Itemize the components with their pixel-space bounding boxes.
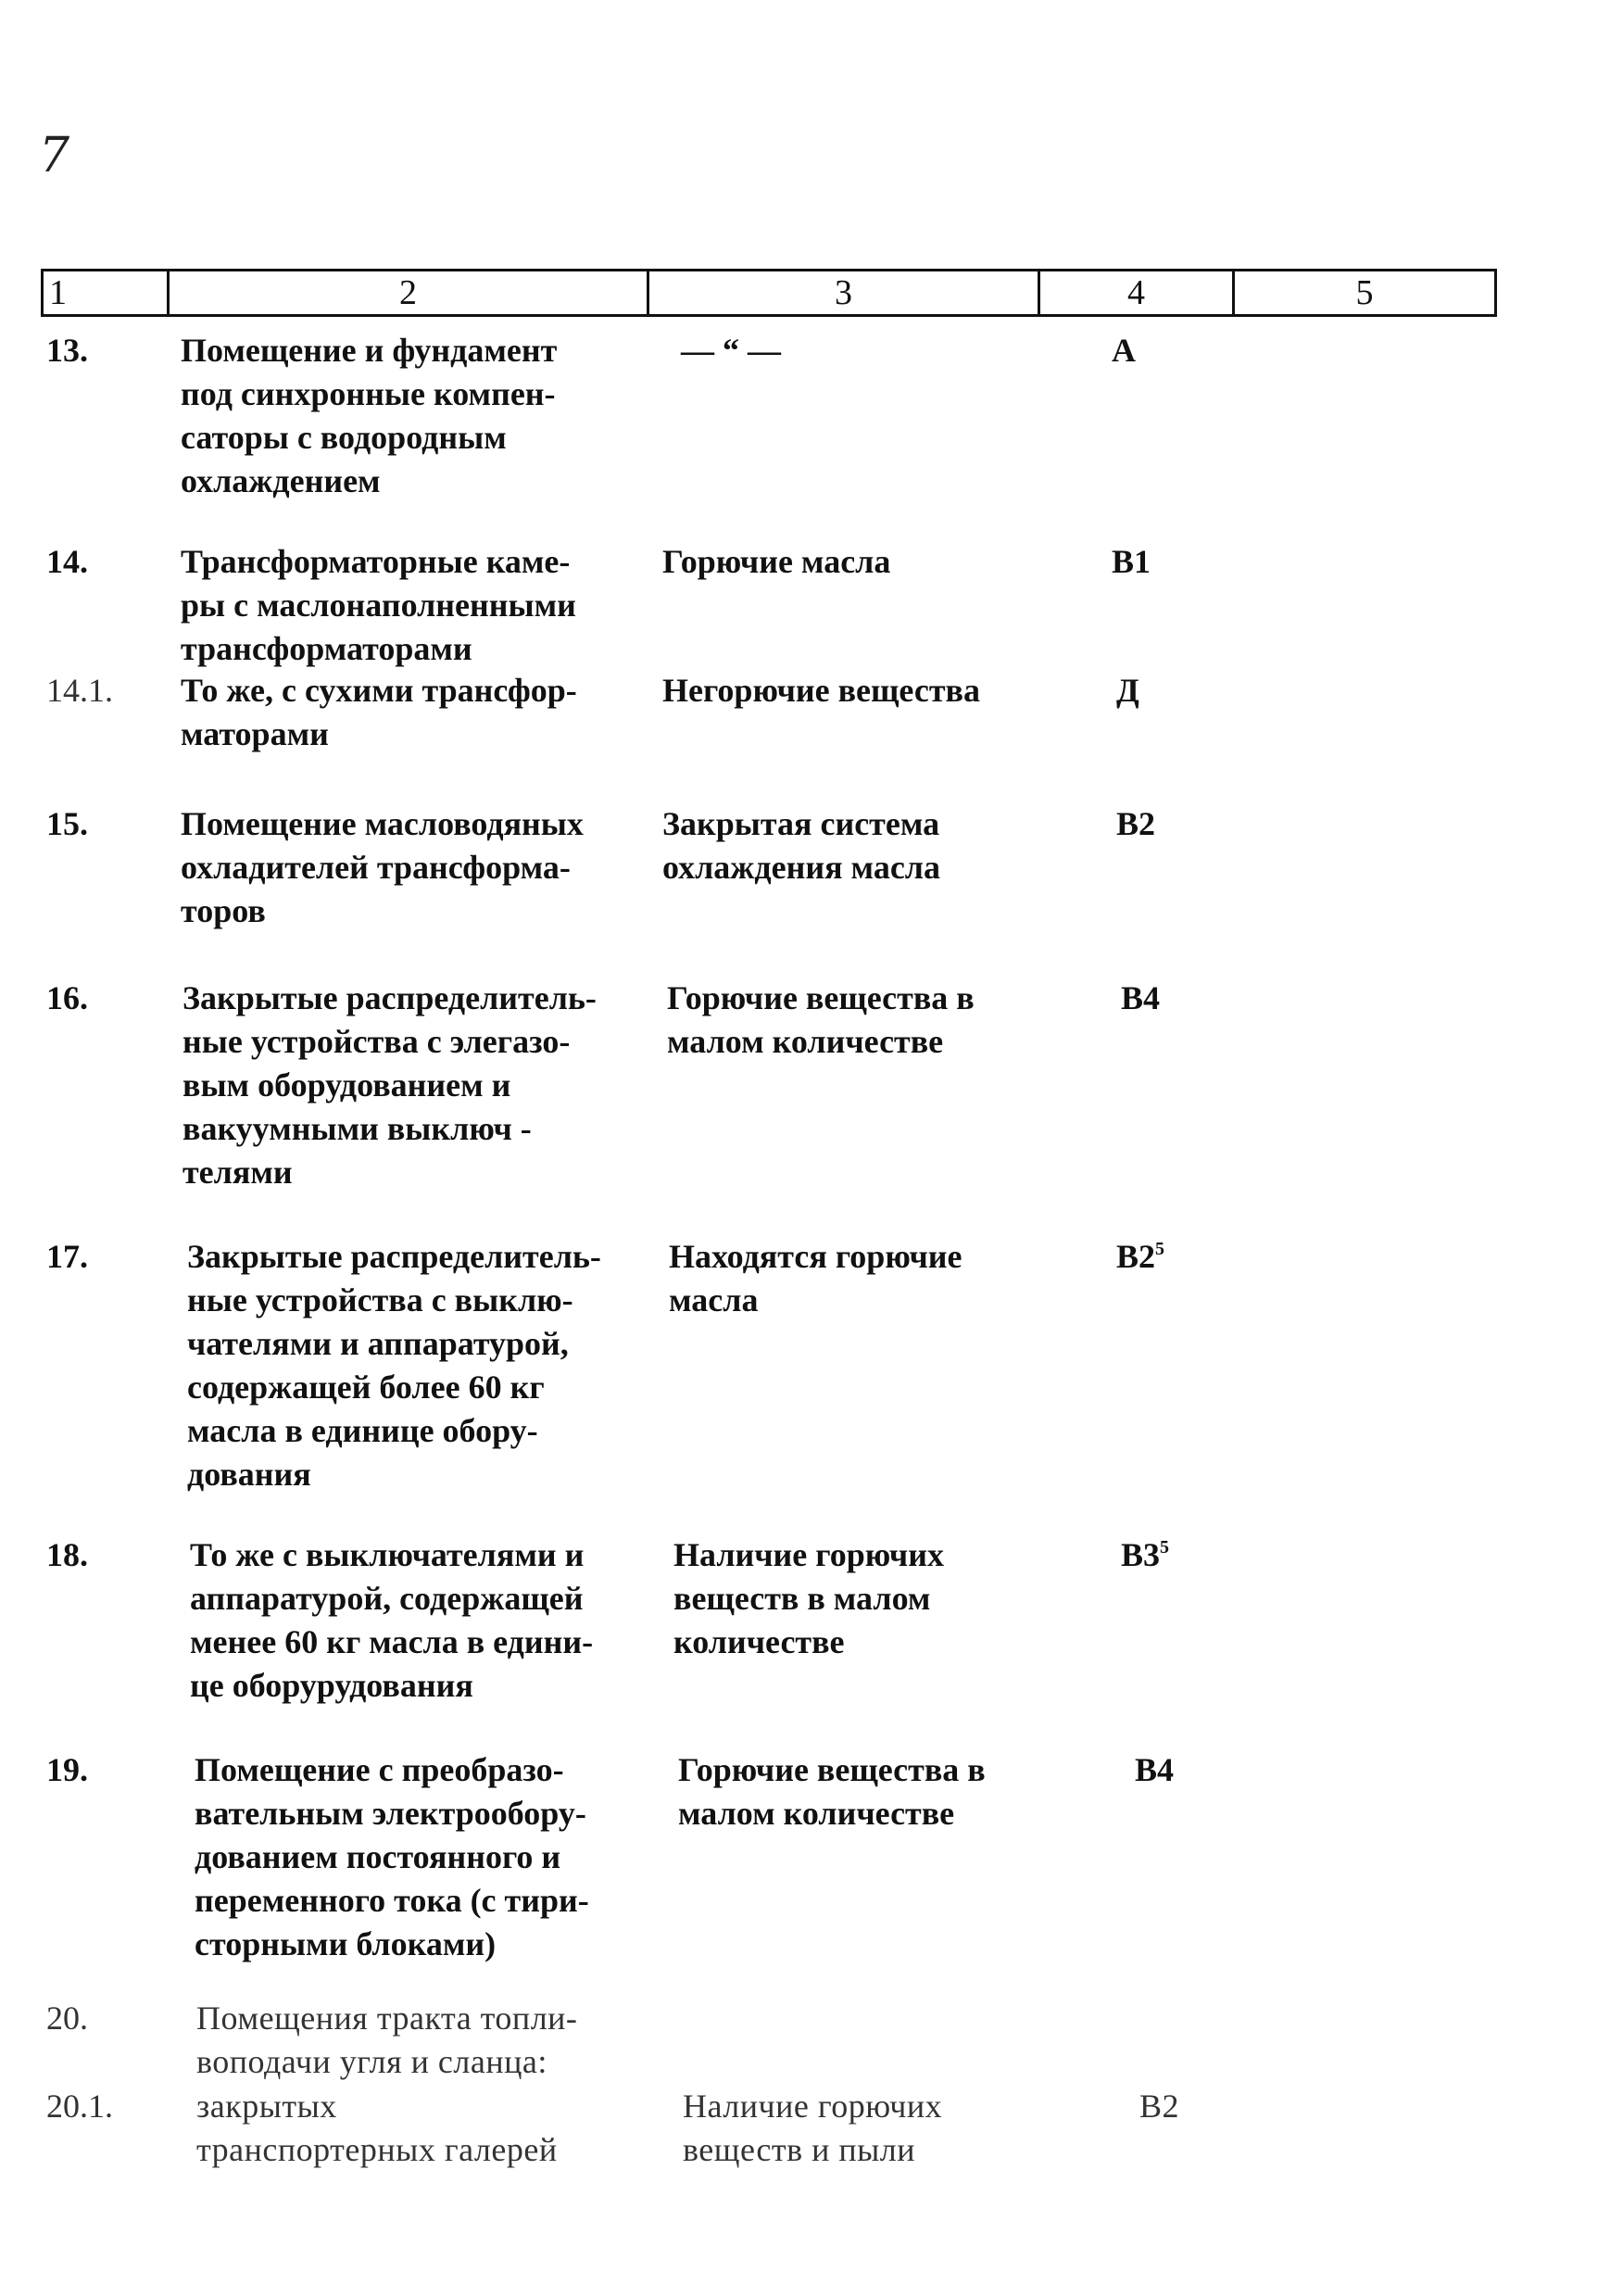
hazard-category: В4: [1135, 1751, 1175, 1788]
hazard-category: Д: [1116, 672, 1139, 709]
room-name: закрытых транспортерных галерей: [196, 2088, 558, 2168]
room-name: Помещения тракта топли- воподачи угля и сланца:: [196, 2000, 578, 2080]
hazard-category: В2: [1139, 2088, 1180, 2125]
header-col-5: 5: [1355, 273, 1374, 312]
row-number: 18.: [46, 1536, 88, 1573]
room-name: То же с выключателями и аппаратурой, содержащей менее 60 кг масла в едини- це оборурудования: [190, 1536, 594, 1704]
hazard-category: В1: [1112, 543, 1151, 580]
hazard-category: В2: [1116, 805, 1156, 842]
substance-description: Горючие масла: [662, 543, 891, 580]
room-name: Помещение с преобразо- вательным электрообору- дованием постоянного и переменного тока (с тири- сторными блоками): [195, 1751, 589, 1962]
substance-description: Наличие горючих веществ и пыли: [683, 2088, 943, 2168]
page-number: 7: [39, 128, 70, 183]
hazard-category: $В3^5$: [1121, 1536, 1170, 1573]
hazard-category: $В2^5$: [1116, 1238, 1165, 1275]
row-number: 20.: [46, 2000, 88, 2037]
room-name: Закрытые распределитель- ные устройства с выклю- чателями и аппаратурой, содержащей более 60 кг масла в единице обору- дования: [187, 1238, 601, 1493]
header-col-1: 1: [44, 271, 170, 314]
header-col-3: 3: [649, 271, 1040, 314]
table-header: [41, 269, 1497, 317]
room-name: Помещение масловодяных охладителей трансформа- торов: [181, 805, 584, 929]
substance-description: Находятся горючие масла: [669, 1238, 962, 1318]
row-number: 16.: [46, 979, 88, 1016]
row-number: 13.: [46, 332, 88, 369]
substance-description: — “ —: [681, 332, 781, 369]
footnote-marker: 5: [1160, 1537, 1170, 1558]
row-number: 14.: [46, 543, 88, 580]
header-col-4: 4: [1040, 271, 1235, 314]
hazard-category: А: [1112, 332, 1136, 369]
room-name: Помещение и фундамент под синхронные компен- саторы с водородным охлаждением: [181, 332, 558, 499]
room-name: Трансформаторные каме- ры с маслонаполненными трансформаторами: [181, 543, 576, 667]
row-number: 17.: [46, 1238, 88, 1275]
header-col-2: 2: [170, 271, 649, 314]
substance-description: Закрытая система охлаждения масла: [662, 805, 941, 886]
substance-description: Горючие вещества в малом количестве: [678, 1751, 986, 1832]
row-number: 20.1.: [46, 2088, 113, 2125]
room-name: То же, с сухими трансфор- маторами: [181, 672, 577, 752]
row-number: 14.1.: [46, 672, 113, 709]
row-number: 19.: [46, 1751, 88, 1788]
row-number: 15.: [46, 805, 88, 842]
substance-description: Наличие горючих веществ в малом количестве: [673, 1536, 944, 1660]
hazard-category: В4: [1121, 979, 1161, 1016]
substance-description: Негорючие вещества: [662, 672, 980, 709]
footnote-marker: 5: [1155, 1239, 1165, 1259]
room-name: Закрытые распределитель- ные устройства с элегазо- вым оборудованием и вакуумными выключ - телями: [182, 979, 597, 1191]
substance-description: Горючие вещества в малом количестве: [667, 979, 975, 1060]
